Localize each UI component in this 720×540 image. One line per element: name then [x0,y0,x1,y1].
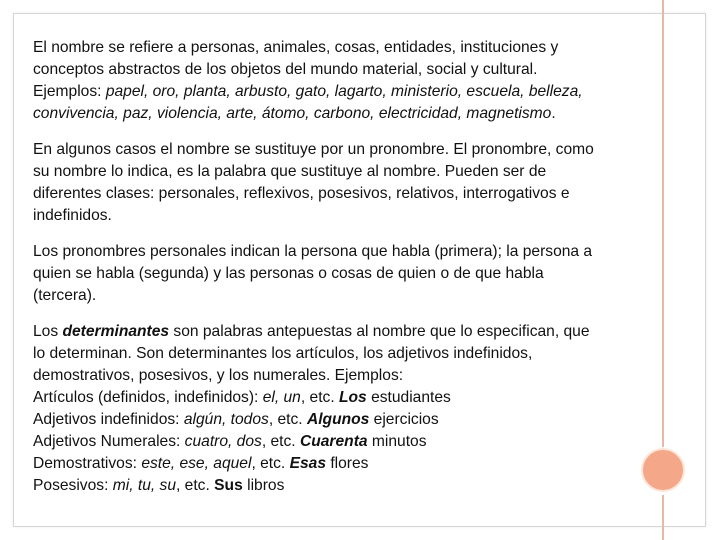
example-etc: , etc. [251,455,290,472]
examples-list: convivencia, paz, violencia, arte, átomo, carbono, electricidad, magnetismo [33,105,552,122]
example-noun: estudiantes [366,389,451,406]
example-noun: ejercicios [369,411,439,428]
example-noun: flores [326,455,369,472]
example-forms: cuatro, dos [184,433,262,450]
paragraph-determinantes [33,321,683,497]
example-articulos [33,387,683,409]
example-determiner: Sus [214,477,243,494]
text-line: conceptos abstractos de los objetos del mundo material, social y cultural. [33,61,538,78]
example-demostrativos [33,453,683,475]
example-forms: mi, tu, su [112,477,177,494]
paragraph-pronombres-personales [33,241,683,307]
text-line: Los pronombres personales indican la persona que habla (primera); la persona a [33,243,593,260]
examples-label: Ejemplos: [33,83,106,100]
example-determiner: Los [339,389,367,406]
paragraph-nombre [33,37,683,125]
text-line: lo determinan. Son determinantes los artículos, los adjetivos indefinidos, [33,345,533,362]
text-line [33,321,683,343]
examples-list: papel, oro, planta, arbusto, gato, lagarto, ministerio, escuela, belleza, [105,83,583,100]
example-determiner: Algunos [306,411,370,428]
example-determiner: Esas [289,455,326,472]
example-forms: el, un [262,389,301,406]
example-posesivos [33,475,683,497]
example-etc: , etc. [300,389,339,406]
example-noun: minutos [367,433,427,450]
term-determinantes: determinantes [62,323,170,340]
example-determiner: Cuarenta [299,433,368,450]
example-etc: , etc. [176,477,215,494]
example-etc: , etc. [261,433,300,450]
text-line: diferentes clases: personales, reflexivos, posesivos, relativos, interrogativos e [33,185,570,202]
text-line: demostrativos, posesivos, y los numerales. Ejemplos: [33,367,404,384]
example-label: Adjetivos indefinidos: [33,411,184,428]
text-line: El nombre se refiere a personas, animales, cosas, entidades, instituciones y [33,39,559,56]
example-forms: algún, todos [183,411,269,428]
example-label: Artículos (definidos, indefinidos): [33,389,263,406]
example-noun: libros [242,477,285,494]
text-line: quien se habla (segunda) y las personas o cosas de quien o de que habla [33,265,544,282]
text-line: su nombre lo indica, es la palabra que sustituye al nombre. Pueden ser de [33,163,547,180]
text-fragment: Los [33,323,63,340]
example-label: Demostrativos: [33,455,142,472]
text-line: En algunos casos el nombre se sustituye por un pronombre. El pronombre, como [33,141,594,158]
example-forms: este, ese, aquel [141,455,252,472]
paragraph-pronombre [33,139,683,227]
text-line [33,103,683,125]
example-numerales [33,431,683,453]
slide-content [33,37,683,511]
example-label: Posesivos: [33,477,113,494]
text-line: (tercera). [33,287,97,304]
example-indefinidos [33,409,683,431]
text-line [33,81,683,103]
text-line: indefinidos. [33,207,112,224]
period: . [551,105,556,122]
example-label: Adjetivos Numerales: [33,433,185,450]
text-fragment: son palabras antepuestas al nombre que lo especifican, que [169,323,590,340]
example-etc: , etc. [268,411,307,428]
